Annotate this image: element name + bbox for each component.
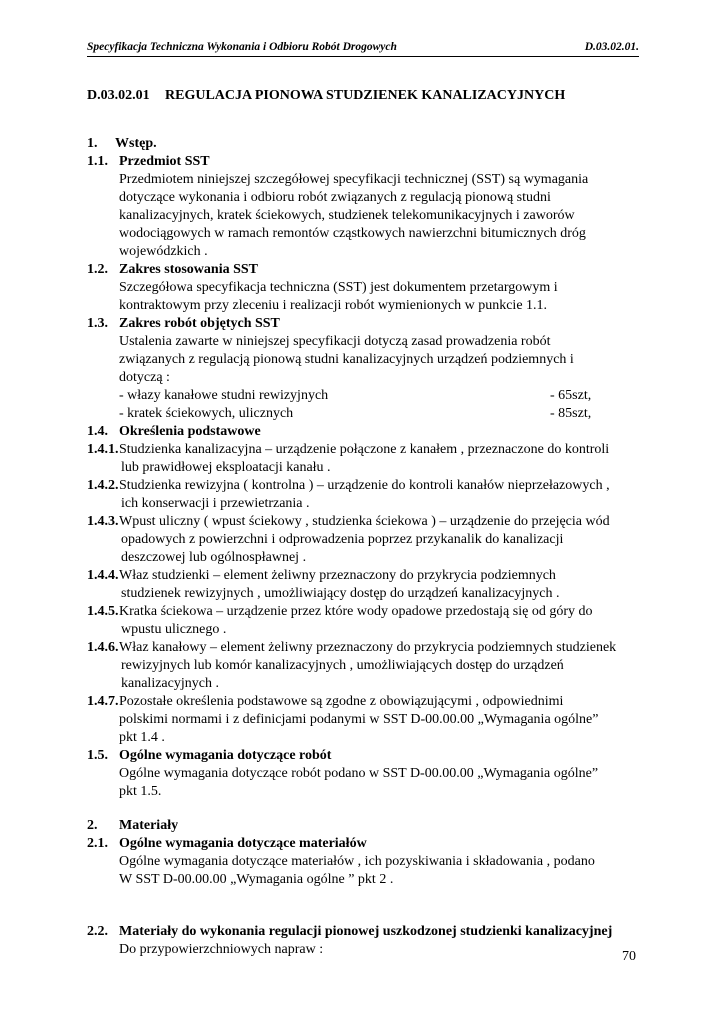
paragraph-line: wodociągowych w ramach remontów cząstkowych nawierzchni bitumicznych dróg <box>119 226 586 241</box>
section-number: 1.3. <box>87 316 108 331</box>
definition-text: Właz studzienki – element żeliwny przeznaczony do przykrycia podziemnych <box>119 568 556 583</box>
list-item-label: - włazy kanałowe studni rewizyjnych <box>119 388 329 403</box>
paragraph-line: rewizyjnych lub komór kanalizacyjnych , umożliwiających dostęp do urządzeń <box>121 658 564 673</box>
section-title: Ogólne wymagania dotyczące materiałów <box>119 836 367 851</box>
definition-1-4-4 <box>87 567 647 585</box>
definition-text: Kratka ściekowa – urządzenie przez które wody opadowe przedostają się od góry do <box>119 604 593 619</box>
definition-1-4-5 <box>87 603 647 621</box>
paragraph-line: Ogólne wymagania dotyczące robót podano w SST D-00.00.00 „Wymagania ogólne” <box>119 766 599 781</box>
list-item <box>87 405 647 423</box>
paragraph-line: Przedmiotem niniejszej szczegółowej specyfikacji technicznej (SST) są wymagania <box>119 172 589 187</box>
section-title: Przedmiot SST <box>119 154 210 169</box>
paragraph-line: ich konserwacji i przewietrzania . <box>121 496 310 511</box>
definition-1-4-6 <box>87 639 647 657</box>
paragraph-line: kontraktowym przy zleceniu i realizacji robót wymienionych w punkcie 1.1. <box>119 298 548 313</box>
paragraph-line: kanalizacyjnych, kratek ściekowych, studzienek telekomunikacyjnych i zaworów <box>119 208 575 223</box>
section-number: 2. <box>87 818 98 833</box>
paragraph-line: Szczegółowa specyfikacja techniczna (SST) jest dokumentem przetargowym i <box>119 280 558 295</box>
definition-number: 1.4.7. <box>87 694 119 709</box>
definition-1-4-1 <box>87 441 647 459</box>
definition-number: 1.4.5. <box>87 604 119 619</box>
paragraph-line: pkt 1.4 . <box>119 730 165 745</box>
section-title: Zakres robót objętych SST <box>119 316 280 331</box>
section-title: Zakres stosowania SST <box>119 262 259 277</box>
section-number: 1.4. <box>87 424 108 439</box>
document-title-text: REGULACJA PIONOWA STUDZIENEK KANALIZACYJNYCH <box>165 88 566 103</box>
paragraph-line: W SST D-00.00.00 „Wymagania ogólne ” pkt 2 . <box>119 872 394 887</box>
document-title-code: D.03.02.01 <box>87 88 150 103</box>
section-number: 1. <box>87 136 98 151</box>
paragraph-line: wpustu ulicznego . <box>121 622 227 637</box>
definition-number: 1.4.4. <box>87 568 119 583</box>
section-1-3-heading <box>87 315 647 333</box>
paragraph-line: lub prawidłowej eksploatacji kanału . <box>121 460 331 475</box>
definition-text: Właz kanałowy – element żeliwny przeznaczony do przykrycia podziemnych studzienek <box>119 640 617 655</box>
definition-text: Wpust uliczny ( wpust ściekowy , studzienka ściekowa ) – urządzenie do przejęcia wód <box>119 514 610 529</box>
paragraph-line: deszczowej lub ogólnospławnej . <box>121 550 307 565</box>
section-number: 2.2. <box>87 924 108 939</box>
header-document-code: D.03.02.01. <box>584 41 639 53</box>
document-title <box>87 88 647 104</box>
definition-number: 1.4.1. <box>87 442 119 457</box>
section-title: Wstęp. <box>115 136 157 151</box>
definition-1-4-2 <box>87 477 647 495</box>
section-1-heading <box>87 135 647 153</box>
section-1-4-heading <box>87 423 647 441</box>
list-item-quantity: - 85szt, <box>550 406 592 421</box>
section-title: Materiały do wykonania regulacji pionowej uszkodzonej studzienki kanalizacyjnej <box>119 924 613 939</box>
section-title: Materiały <box>119 818 179 833</box>
paragraph-line: Ustalenia zawarte w niniejszej specyfikacji dotyczą zasad prowadzenia robót <box>119 334 551 349</box>
paragraph-line: pkt 1.5. <box>119 784 162 799</box>
section-1-5-heading <box>87 747 647 765</box>
definition-number: 1.4.3. <box>87 514 119 529</box>
definition-1-4-3 <box>87 513 647 531</box>
definition-number: 1.4.6. <box>87 640 119 655</box>
section-title: Ogólne wymagania dotyczące robót <box>119 748 332 763</box>
section-number: 2.1. <box>87 836 108 851</box>
definition-text: Pozostałe określenia podstawowe są zgodne z obowiązującymi , odpowiednimi <box>119 694 564 709</box>
paragraph-line: dotyczą : <box>119 370 170 385</box>
section-1-2-heading <box>87 261 647 279</box>
paragraph-line: wojewódzkich . <box>119 244 208 259</box>
paragraph-line: kanalizacyjnych . <box>121 676 219 691</box>
page-number: 70 <box>622 949 636 964</box>
paragraph-line: Ogólne wymagania dotyczące materiałów , ich pozyskiwania i składowania , podano <box>119 854 595 869</box>
section-title: Określenia podstawowe <box>119 424 261 439</box>
paragraph-line: opadowych z powierzchni i odprowadzenia poprzez przykanalik do kanalizacji <box>121 532 564 547</box>
header-document-title: Specyfikacja Techniczna Wykonania i Odbioru Robót Drogowych <box>87 41 397 53</box>
section-number: 1.1. <box>87 154 108 169</box>
list-item <box>87 387 647 405</box>
section-2-heading <box>87 817 647 835</box>
section-1-1-heading <box>87 153 647 171</box>
section-number: 1.5. <box>87 748 108 763</box>
page-header <box>87 40 639 57</box>
definition-number: 1.4.2. <box>87 478 119 493</box>
definition-text: Studzienka kanalizacyjna – urządzenie połączone z kanałem , przeznaczone do kontroli <box>119 442 610 457</box>
section-2-2-heading <box>87 923 647 941</box>
definition-text: Studzienka rewizyjna ( kontrolna ) – urządzenie do kontroli kanałów nieprzełazowych , <box>119 478 610 493</box>
list-item-label: - kratek ściekowych, ulicznych <box>119 406 294 421</box>
section-2-1-heading <box>87 835 647 853</box>
paragraph-line: Do przypowierzchniowych napraw : <box>119 942 324 957</box>
paragraph-line: związanych z regulacją pionową studni kanalizacyjnych urządzeń podziemnych i <box>119 352 574 367</box>
list-item-quantity: - 65szt, <box>550 388 592 403</box>
paragraph-line: polskimi normami i z definicjami podanymi w SST D-00.00.00 „Wymagania ogólne” <box>119 712 599 727</box>
paragraph-line: studzienek rewizyjnych , umożliwiający dostęp do urządzeń kanalizacyjnych . <box>121 586 560 601</box>
section-number: 1.2. <box>87 262 108 277</box>
paragraph-line: dotyczące wykonania i odbioru robót związanych z regulacją pionową studni <box>119 190 551 205</box>
definition-1-4-7 <box>87 693 647 711</box>
